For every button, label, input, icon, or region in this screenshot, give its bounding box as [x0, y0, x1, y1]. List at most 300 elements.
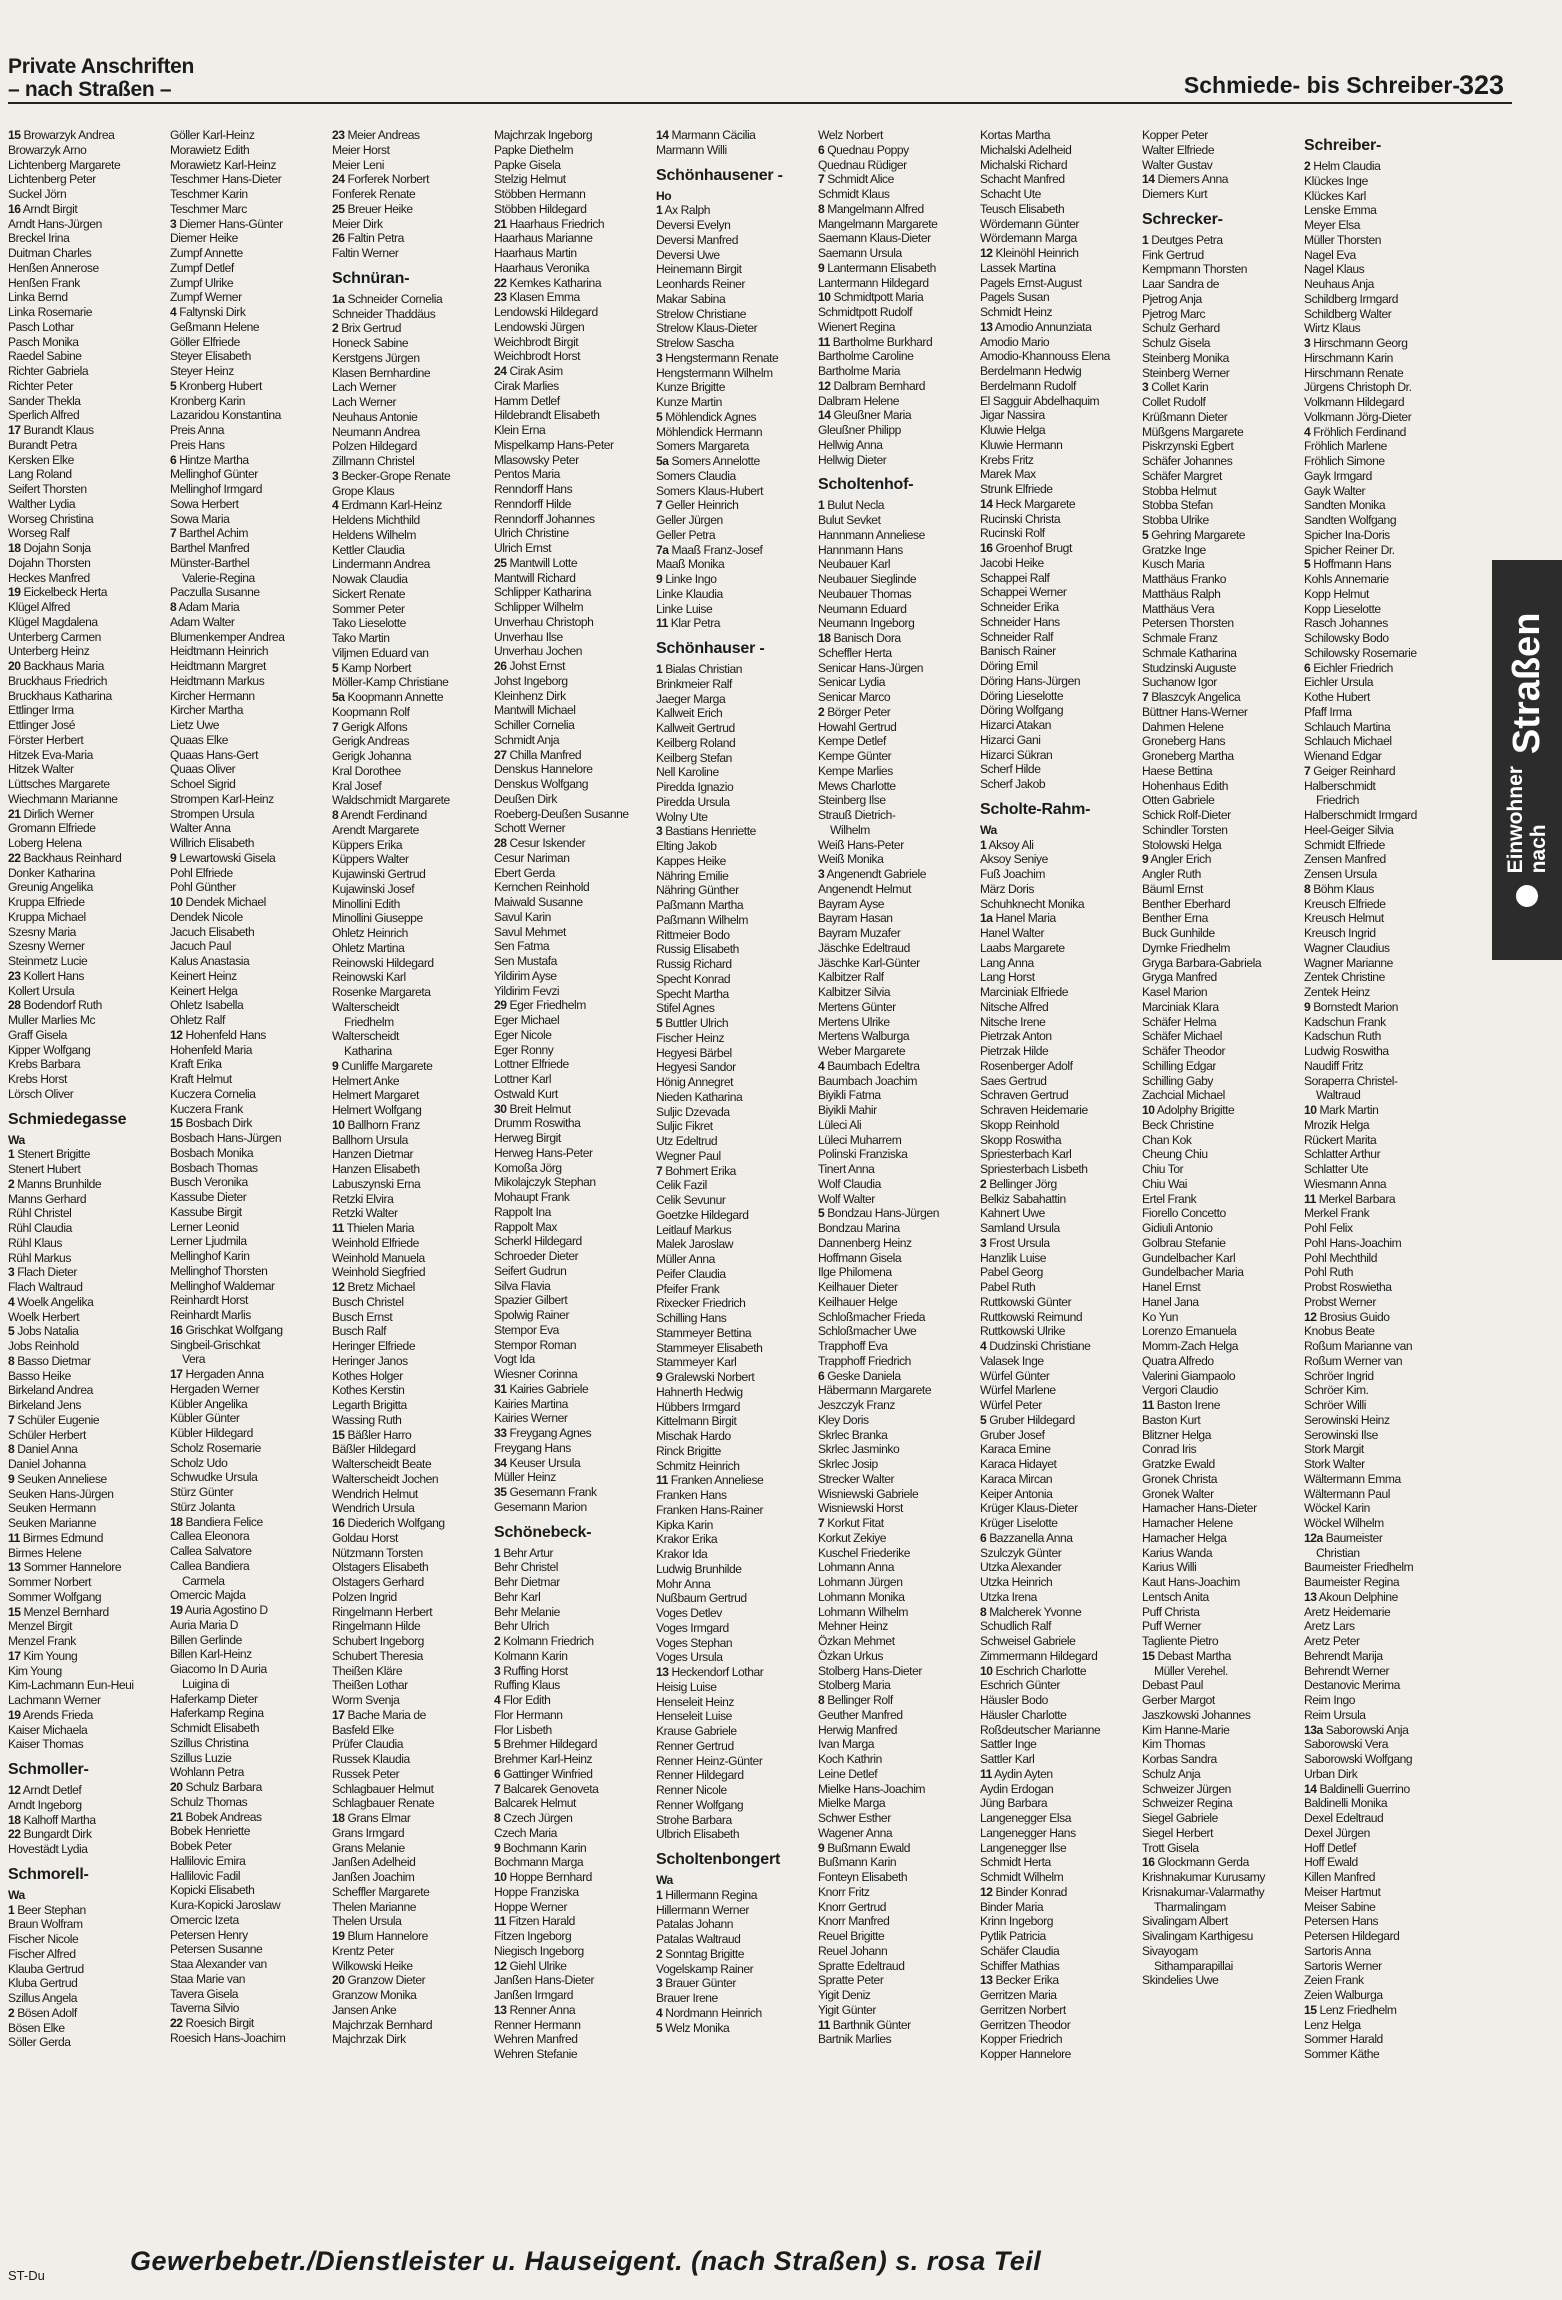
district-code: Ho: [656, 188, 672, 203]
house-number: 3: [8, 1265, 15, 1280]
resident-entry: Seuken Marianne: [8, 1516, 97, 1530]
resident-entry: 5 Kamp Norbert: [332, 660, 412, 675]
resident-entry: Utzka Irena: [980, 1589, 1037, 1604]
resident-entry: Goldau Horst: [332, 1530, 398, 1545]
resident-entry: Somers Claudia: [656, 468, 736, 483]
resident-entry: Auria Maria D: [170, 1617, 239, 1632]
resident-entry: Özkan Urkus: [818, 1648, 883, 1663]
resident-entry: Jacobi Heike: [980, 555, 1044, 570]
resident-entry: Würfel Günter: [980, 1368, 1050, 1383]
resident-entry: Destanovic Merima: [1304, 1678, 1400, 1693]
resident-entry: Reinhardt Horst: [170, 1293, 248, 1308]
resident-entry: Lang Roland: [8, 467, 72, 482]
resident-entry: Serowinski Heinz: [1304, 1412, 1390, 1427]
resident-entry: 17 Kim Young: [8, 1648, 78, 1663]
resident-entry: Kuschel Friederike: [818, 1545, 911, 1560]
resident-entry: Wehren Stefanie: [494, 2047, 578, 2061]
resident-entry: Behr Karl: [494, 1589, 541, 1604]
resident-entry: Muller Marlies Mc: [8, 1013, 96, 1027]
house-number: 21: [494, 216, 507, 231]
resident-entry: 5 Kronberg Hubert: [170, 378, 262, 393]
resident-entry: Hanzen Dietmar: [332, 1147, 414, 1162]
resident-entry: Ohletz Heinrich: [332, 926, 408, 940]
resident-entry: Kettler Claudia: [332, 542, 405, 557]
resident-entry: Kluwie Helga: [980, 423, 1046, 437]
resident-entry: Arendt Margarete: [332, 822, 419, 837]
street-heading: Schönhauser -: [656, 640, 765, 657]
resident-entry: Urban Dirk: [1304, 1766, 1358, 1781]
resident-entry: Heldens Wilhelm: [332, 527, 416, 542]
resident-entry: 3 Becker-Grope Renate: [332, 468, 451, 483]
resident-entry: Behrendt Marija: [1304, 1648, 1383, 1663]
resident-entry: Baumeister Regina: [1304, 1575, 1400, 1589]
house-number: 12a: [1304, 1530, 1323, 1545]
house-number: 13: [1304, 1589, 1317, 1604]
resident-entry: Walter Anna: [170, 821, 231, 836]
house-number: 33: [494, 1426, 507, 1440]
resident-entry: Brauer Irene: [656, 1991, 718, 2005]
resident-entry: Omercic Izeta: [170, 1912, 239, 1927]
resident-entry: Russig Richard: [656, 957, 732, 971]
house-number: 2: [8, 2005, 15, 2020]
side-tab-small: Einwohner: [1504, 766, 1527, 874]
resident-entry: Münster-Barthel: [170, 555, 250, 570]
resident-entry: Mischak Hardo: [656, 1429, 731, 1443]
resident-entry: Mellinghof Günter: [170, 467, 258, 482]
resident-entry: Renndorff Hans: [494, 482, 573, 496]
resident-entry: Lantermann Hildegard: [818, 275, 929, 290]
resident-entry: 9 Lewartowski Gisela: [170, 850, 276, 865]
resident-entry: Ko Yun: [1142, 1309, 1179, 1324]
resident-entry: Schweisel Gabriele: [980, 1634, 1076, 1648]
resident-entry: Baumbach Joachim: [818, 1073, 918, 1088]
resident-entry: Haarhaus Martin: [494, 246, 577, 260]
resident-entry: Steinberg Monika: [1142, 350, 1229, 365]
resident-entry: Zeien Walburga: [1304, 1988, 1383, 2002]
resident-entry: Lang Horst: [980, 970, 1035, 985]
resident-entry: Karaca Emine: [980, 1442, 1051, 1457]
resident-entry: Conrad Iris: [1142, 1442, 1197, 1457]
resident-entry: Kunze Brigitte: [656, 380, 725, 395]
resident-entry: Scherf Hilde: [980, 762, 1041, 777]
resident-entry: Manns Gerhard: [8, 1191, 87, 1206]
resident-entry: Kraft Helmut: [170, 1072, 232, 1086]
house-number: 16: [980, 541, 993, 555]
resident-entry: Schmidt Elfriede: [1304, 837, 1385, 852]
resident-entry: Pohl Günther: [170, 880, 236, 895]
resident-entry: Niegisch Ingeborg: [494, 1943, 584, 1958]
section-title-line1: Private Anschriften: [8, 55, 195, 78]
resident-entry: 2 Sonntag Brigitte: [656, 1946, 745, 1961]
resident-entry: Volkmann Jörg-Dieter: [1304, 409, 1412, 424]
resident-entry: Mangelmann Margarete: [818, 216, 938, 231]
resident-entry: Janßen Adelheid: [332, 1855, 416, 1870]
resident-entry: Gryga Barbara-Gabriela: [1142, 955, 1262, 970]
resident-entry: Gerber Margot: [1142, 1693, 1215, 1707]
resident-entry: Hönig Annegret: [656, 1075, 734, 1089]
resident-entry: Schäfer Margret: [1142, 468, 1222, 483]
resident-entry: Wiesmann Anna: [1304, 1176, 1387, 1191]
resident-entry: Hoff Detlef: [1304, 1840, 1356, 1855]
resident-entry: Jäschke Karl-Günter: [818, 955, 920, 970]
resident-entry: Kittelmann Birgit: [656, 1414, 737, 1429]
resident-entry: Gronek Christa: [1142, 1471, 1218, 1486]
resident-entry: Hildebrandt Elisabeth: [494, 408, 600, 423]
district-code: Wa: [980, 822, 997, 837]
resident-entry: Bösen Elke: [8, 2020, 65, 2035]
directory-column: [980, 128, 1142, 2258]
resident-entry: Neumann Eduard: [818, 601, 907, 616]
resident-entry: Daniel Johanna: [8, 1457, 86, 1471]
resident-entry: Schlagbauer Helmut: [332, 1781, 434, 1796]
resident-entry: Helmert Margaret: [332, 1088, 419, 1103]
resident-entry: Thelen Ursula: [332, 1914, 402, 1929]
house-number: 6: [818, 1368, 825, 1383]
resident-entry: 34 Keuser Ursula: [494, 1455, 581, 1470]
resident-entry: Utzka Alexander: [980, 1560, 1062, 1575]
resident-entry: Kortas Martha: [980, 128, 1051, 142]
resident-entry: Schweizer Jürgen: [1142, 1781, 1231, 1796]
resident-entry: Krause Gabriele: [656, 1724, 737, 1738]
resident-entry: 25 Mantwill Lotte: [494, 555, 578, 570]
resident-entry: 15 Debast Martha: [1142, 1648, 1231, 1663]
resident-entry: Valasek Inge: [980, 1353, 1044, 1368]
district-code: Wa: [8, 1887, 25, 1902]
resident-entry: Göller Karl-Heinz: [170, 128, 255, 142]
resident-entry: 13 Akoun Delphine: [1304, 1589, 1398, 1604]
resident-entry: 20 Schulz Barbara: [170, 1780, 262, 1794]
resident-entry: Hahnerth Hedwig: [656, 1384, 743, 1399]
resident-entry: Bobek Henriette: [170, 1824, 250, 1839]
resident-entry: Stelzig Helmut: [494, 172, 566, 187]
resident-entry: Kluwie Hermann: [980, 437, 1063, 452]
resident-entry: Kuczera Frank: [170, 1101, 243, 1116]
resident-entry: Lohmann Jürgen: [818, 1575, 903, 1589]
resident-entry: Yildirim Ayse: [494, 968, 557, 983]
resident-entry: Senicar Lydia: [818, 675, 885, 690]
resident-entry: Klein Erna: [494, 423, 546, 437]
house-number: 3: [170, 216, 177, 231]
resident-entry: Henßen Frank: [8, 275, 80, 290]
house-number: 7: [656, 1163, 663, 1178]
resident-entry: Aretz Peter: [1304, 1634, 1360, 1648]
resident-entry: Faltin Werner: [332, 246, 399, 260]
resident-entry: 15 Lenz Friedhelm: [1304, 2002, 1397, 2017]
resident-entry: Hitzek Eva-Maria: [8, 747, 93, 762]
resident-entry: Pohl Hans-Joachim: [1304, 1235, 1402, 1250]
resident-entry: Krebs Fritz: [980, 452, 1034, 467]
resident-entry: Wisniewski Gabriele: [818, 1486, 919, 1501]
resident-entry: 19 Auria Agostino D: [170, 1603, 268, 1617]
resident-entry: 4 Faltynski Dirk: [170, 305, 246, 319]
house-number: 34: [494, 1455, 507, 1470]
resident-entry: 4 Erdmann Karl-Heinz: [332, 498, 442, 513]
resident-entry: Ludwig Brunhilde: [656, 1561, 742, 1576]
resident-entry: 13 Renner Anna: [494, 2002, 576, 2017]
resident-entry: Stolberg Maria: [818, 1678, 891, 1693]
resident-entry: Laar Sandra de: [1142, 277, 1220, 291]
house-number: 13: [980, 1973, 993, 1988]
resident-entry: Steinmetz Lucie: [8, 954, 88, 968]
resident-entry: 7 Bohmert Erika: [656, 1163, 736, 1178]
house-number: 13: [980, 319, 993, 334]
resident-entry: Samland Ursula: [980, 1221, 1060, 1235]
street-heading: Scholtenbongert: [656, 1851, 781, 1868]
resident-entry: Rasch Johannes: [1304, 616, 1388, 631]
resident-entry: Beck Christine: [1142, 1117, 1214, 1132]
house-number: 18: [332, 1811, 345, 1825]
resident-entry: 4 Nordmann Heinrich: [656, 2005, 762, 2020]
resident-entry: Jansen Anke: [332, 2002, 397, 2017]
resident-entry: Tagliente Pietro: [1142, 1634, 1219, 1648]
resident-entry: Reinowski Karl: [332, 970, 406, 985]
entry-continuation: Friedrich: [1316, 793, 1359, 808]
house-number: 9: [656, 572, 663, 586]
resident-entry: Jacuch Elisabeth: [170, 924, 255, 939]
resident-entry: Schüler Herbert: [8, 1427, 86, 1442]
resident-entry: Michalski Adelheid: [980, 142, 1072, 157]
resident-entry: Wältermann Emma: [1304, 1471, 1401, 1486]
resident-entry: 10 Ballhorn Franz: [332, 1117, 420, 1132]
resident-entry: Patalas Waltraud: [656, 1932, 741, 1946]
resident-entry: Klasen Bernhardine: [332, 365, 431, 380]
resident-entry: 9 Linke Ingo: [656, 572, 717, 586]
resident-entry: 17 Bache Maria de: [332, 1707, 426, 1722]
resident-entry: Groneberg Martha: [1142, 749, 1234, 763]
resident-entry: Schäfer Helma: [1142, 1014, 1217, 1029]
resident-entry: Aretz Heidemarie: [1304, 1604, 1391, 1619]
resident-entry: Kircher Martha: [170, 703, 244, 718]
house-number: 14: [1304, 1781, 1317, 1796]
resident-entry: Hanel Walter: [980, 926, 1045, 940]
resident-entry: Callea Bandiera: [170, 1558, 250, 1573]
resident-entry: 11 Merkel Barbara: [1304, 1191, 1396, 1206]
resident-entry: 25 Breuer Heike: [332, 201, 413, 216]
resident-entry: Rappolt Max: [494, 1219, 557, 1234]
resident-entry: 9 Lantermann Elisabeth: [818, 260, 936, 275]
entry-continuation: Valerie-Regina: [182, 570, 255, 585]
resident-entry: Michalski Richard: [980, 157, 1068, 172]
resident-entry: 15 Bäßler Harro: [332, 1427, 412, 1442]
resident-entry: Kallweit Gertrud: [656, 721, 735, 735]
resident-entry: Kothe Hubert: [1304, 690, 1370, 704]
resident-entry: 20 Backhaus Maria: [8, 659, 104, 673]
resident-entry: Probst Werner: [1304, 1294, 1376, 1309]
resident-entry: Tako Lieselotte: [332, 616, 406, 631]
house-number: 4: [8, 1294, 15, 1309]
resident-entry: Mlasowsky Peter: [494, 452, 579, 467]
resident-entry: Menzel Frank: [8, 1634, 76, 1648]
house-number: 35: [494, 1485, 507, 1499]
house-number: 1: [656, 662, 663, 676]
resident-entry: Zumpf Annette: [170, 246, 243, 260]
resident-entry: Angenendt Helmut: [818, 881, 911, 896]
resident-entry: Wirtz Klaus: [1304, 321, 1361, 336]
resident-entry: Cirak Marlies: [494, 378, 559, 393]
resident-entry: Kujawinski Gertrud: [332, 867, 426, 881]
house-number: 11: [656, 616, 668, 631]
house-number: 6: [1304, 660, 1311, 675]
resident-entry: Diemers Kurt: [1142, 187, 1208, 201]
resident-entry: 2 Brix Gertrud: [332, 321, 401, 336]
resident-entry: 11 Bartholme Burkhard: [818, 334, 933, 349]
resident-entry: Strauß Dietrich-: [818, 808, 896, 822]
resident-entry: Wagner Claudius: [1304, 940, 1390, 955]
house-number: 10: [1304, 1103, 1317, 1117]
resident-entry: Rucinski Rolf: [980, 526, 1045, 541]
resident-entry: 7 Barthel Achim: [170, 526, 248, 541]
resident-entry: Hanzlik Luise: [980, 1250, 1047, 1265]
resident-entry: Nußbaum Gertrud: [656, 1591, 747, 1606]
resident-entry: Linke Klaudia: [656, 586, 723, 601]
resident-entry: Teusch Elisabeth: [980, 201, 1065, 216]
resident-entry: Helmert Wolfgang: [332, 1103, 422, 1117]
resident-entry: 12 Binder Konrad: [980, 1884, 1067, 1899]
resident-entry: Fink Gertrud: [1142, 247, 1204, 262]
resident-entry: Worm Svenja: [332, 1693, 400, 1707]
resident-entry: Kadschun Frank: [1304, 1014, 1386, 1029]
resident-entry: 24 Cirak Asim: [494, 364, 563, 378]
resident-entry: Kuczera Cornelia: [170, 1086, 256, 1101]
resident-entry: Kallweit Erich: [656, 706, 723, 721]
resident-entry: Birmes Helene: [8, 1545, 82, 1560]
resident-entry: Schmidtpott Rudolf: [818, 305, 913, 319]
resident-entry: Amodio-Khannouss Elena: [980, 349, 1110, 364]
house-number: 9: [1142, 852, 1149, 867]
resident-entry: Keilberg Roland: [656, 735, 736, 750]
resident-entry: Lindermann Andrea: [332, 557, 430, 572]
resident-entry: Suljic Dzevada: [656, 1104, 730, 1119]
house-number: 11: [980, 1766, 992, 1781]
resident-entry: Baston Kurt: [1142, 1412, 1201, 1427]
resident-entry: Fröhlich Marlene: [1304, 439, 1387, 454]
resident-entry: Gryga Manfred: [1142, 970, 1217, 985]
resident-entry: 4 Baumbach Edeltra: [818, 1058, 920, 1073]
resident-entry: Hanel Jana: [1142, 1294, 1199, 1309]
resident-entry: Kersken Elke: [8, 452, 74, 467]
resident-entry: Haferkamp Regina: [170, 1706, 264, 1721]
resident-entry: Lentsch Anita: [1142, 1589, 1209, 1604]
resident-entry: 5 Brehmer Hildegard: [494, 1737, 598, 1752]
resident-entry: Drumm Roswitha: [494, 1116, 581, 1131]
resident-entry: Lach Werner: [332, 380, 397, 395]
resident-entry: 26 Faltin Petra: [332, 231, 404, 246]
resident-entry: Hamacher Helga: [1142, 1530, 1227, 1545]
house-number: 4: [818, 1058, 825, 1073]
resident-entry: 13 Sommer Hannelore: [8, 1560, 122, 1575]
resident-entry: Kasel Marion: [1142, 985, 1208, 999]
resident-entry: Quaas Elke: [170, 732, 229, 747]
resident-entry: Aksoy Seniye: [980, 852, 1048, 867]
resident-entry: Voges Ursula: [656, 1650, 723, 1665]
house-number: 4: [170, 305, 177, 319]
resident-entry: Eger Ronny: [494, 1042, 554, 1057]
resident-entry: Spicher Ina-Doris: [1304, 527, 1390, 542]
resident-entry: Schappei Werner: [980, 585, 1067, 600]
resident-entry: Biyikli Mahir: [818, 1103, 877, 1117]
resident-entry: 19 Blum Hannelore: [332, 1929, 428, 1943]
resident-entry: 3 Collet Karin: [1142, 380, 1209, 395]
house-number: 6: [980, 1530, 987, 1545]
resident-entry: Würfel Marlene: [980, 1383, 1056, 1398]
resident-entry: Theißen Lothar: [332, 1678, 408, 1693]
resident-entry: Walterscheidt Beate: [332, 1457, 432, 1471]
house-number: 3: [494, 1663, 501, 1678]
resident-entry: Schilowsky Bodo: [1304, 631, 1389, 645]
resident-entry: Papke Gisela: [494, 157, 561, 172]
resident-entry: Hanel Ernst: [1142, 1280, 1201, 1294]
resident-entry: Kim Thomas: [1142, 1737, 1206, 1752]
resident-entry: Blumenkemper Andrea: [170, 629, 285, 644]
resident-entry: Sowa Maria: [170, 511, 230, 526]
house-number: 11: [332, 1221, 344, 1235]
resident-entry: Rosenberger Adolf: [980, 1058, 1073, 1073]
resident-entry: Geller Jürgen: [656, 513, 723, 527]
resident-entry: Sperlich Alfred: [8, 408, 80, 423]
resident-entry: 3 Hirschmann Georg: [1304, 336, 1408, 350]
resident-entry: Lietz Uwe: [170, 718, 220, 732]
resident-entry: 16 Grischkat Wolfgang: [170, 1322, 283, 1337]
resident-entry: Bruckhaus Katharina: [8, 688, 112, 703]
resident-entry: Mielke Marga: [818, 1796, 886, 1811]
bullet-icon: [1516, 885, 1538, 907]
resident-entry: Bayram Ayse: [818, 896, 885, 911]
resident-entry: Seifert Gudrun: [494, 1263, 567, 1278]
resident-entry: Krinn Ingeborg: [980, 1914, 1054, 1929]
house-number: 18: [8, 541, 21, 555]
resident-entry: 11 Aydin Ayten: [980, 1766, 1053, 1781]
resident-entry: Stifel Agnes: [656, 1001, 715, 1016]
directory-column: [656, 128, 818, 2258]
house-number: 29: [494, 998, 507, 1013]
resident-entry: 2 Helm Claudia: [1304, 159, 1381, 173]
resident-entry: Renner Gertrud: [656, 1738, 734, 1753]
resident-entry: Aretz Lars: [1304, 1619, 1355, 1634]
resident-entry: Russek Klaudia: [332, 1752, 410, 1766]
resident-entry: Preis Hans: [170, 437, 225, 452]
resident-entry: Rucinski Christa: [980, 511, 1061, 526]
resident-entry: 1 Bulut Necla: [818, 498, 885, 513]
resident-entry: Heckes Manfred: [8, 570, 90, 585]
resident-entry: Lörsch Oliver: [8, 1086, 74, 1101]
resident-entry: 12 Hohenfeld Hans: [170, 1027, 266, 1042]
resident-entry: Kunze Martin: [656, 395, 722, 409]
directory-column: [1304, 128, 1466, 2258]
resident-entry: Kreusch Ingrid: [1304, 926, 1376, 940]
resident-entry: Willrich Elisabeth: [170, 836, 254, 850]
resident-entry: 6 Eichler Friedrich: [1304, 660, 1393, 675]
house-number: 2: [656, 1946, 663, 1961]
resident-entry: Legarth Brigitta: [332, 1398, 407, 1412]
resident-entry: Scholz Rosemarie: [170, 1440, 261, 1455]
resident-entry: Worseg Christina: [8, 511, 94, 526]
resident-entry: Celik Fazil: [656, 1178, 707, 1193]
house-number: 2: [494, 1634, 501, 1648]
side-tab-big: Straßen: [1505, 612, 1548, 755]
resident-entry: Tako Martin: [332, 631, 390, 645]
resident-entry: Fonferek Renate: [332, 187, 416, 201]
resident-entry: Kral Dorothee: [332, 763, 401, 778]
resident-entry: Skopp Roswitha: [980, 1132, 1062, 1147]
resident-entry: Schneider Thaddäus: [332, 306, 436, 321]
resident-entry: Spazier Gilbert: [494, 1293, 568, 1308]
resident-entry: 3 Frost Ursula: [980, 1235, 1050, 1250]
resident-entry: Kernchen Reinhold: [494, 880, 590, 895]
resident-entry: Heidtmann Heinrich: [170, 644, 269, 659]
resident-entry: Sommer Wolfgang: [8, 1589, 102, 1604]
resident-entry: Strompen Karl-Heinz: [170, 791, 274, 806]
resident-entry: Howahl Gertrud: [818, 719, 897, 734]
